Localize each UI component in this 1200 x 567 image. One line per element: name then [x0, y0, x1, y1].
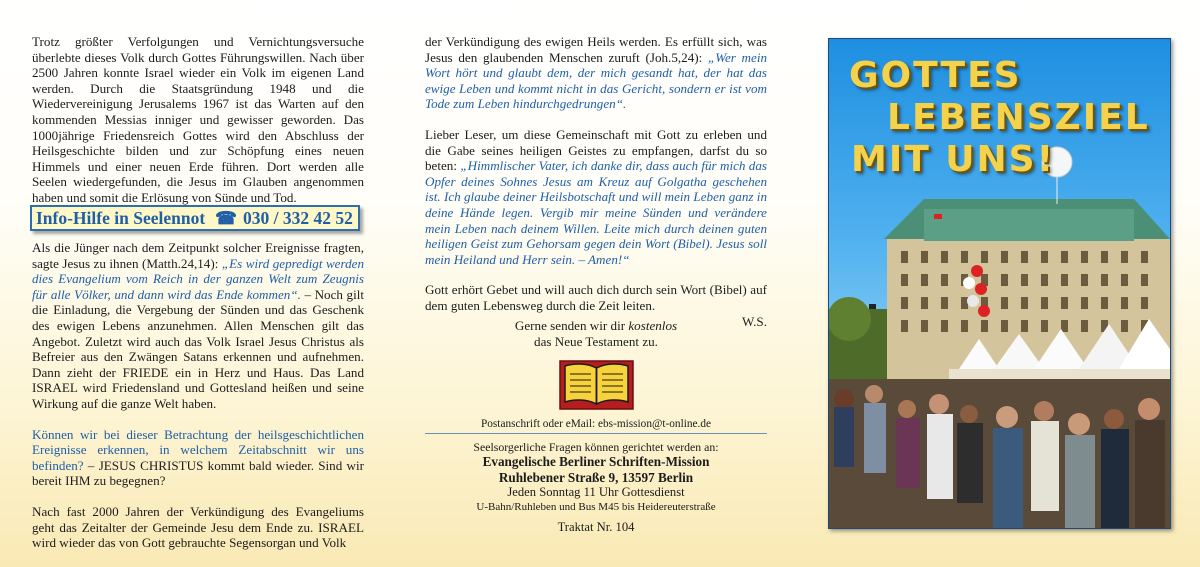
column-left-lower	[32, 240, 364, 551]
cover-title-line2: LEBENSZIEL	[887, 97, 1150, 138]
tract-number: Traktat Nr. 104	[557, 520, 635, 535]
contact-email: Postanschrift oder eMail: ebs-mission@t-online.de	[480, 418, 712, 430]
organization-name: Evangelische Berliner Schriften-Mission	[482, 454, 710, 470]
paragraph-prayer	[425, 127, 767, 267]
offer-free: kostenlos	[628, 318, 678, 333]
transport-info: U-Bahn/Ruhleben und Bus M45 bis Heidereuterstraße	[476, 500, 716, 513]
paragraph-john	[425, 34, 767, 112]
offer-block	[425, 318, 767, 349]
telephone-icon: ☎	[215, 207, 237, 228]
paragraph-answer: Gott erhört Gebet und will auch dich durch sein Wort (Bibel) auf dem guten Lebensweg durch die Zeit leiten.	[425, 282, 767, 313]
info-hotline-box	[30, 205, 360, 231]
text-john: der Verkündigung des ewigen Heils werden. Es erfüllt sich, was Jesus den glaubenden Menschen zuruft (Joh.5,24):	[425, 34, 767, 65]
text-prayer-intro: Lieber Leser, um diese Gemeinschaft mit Gott zu erleben und die Gabe seines heiligen Geistes zu empfangen, darfst du so beten:	[425, 126, 767, 174]
cover-title-line1: GOTTES	[849, 55, 1022, 96]
contact-block	[425, 418, 767, 431]
info-hotline-label: Info-Hilfe in Seelennot	[36, 207, 206, 228]
column-middle	[425, 34, 767, 329]
text-disciples: Als die Jünger nach dem Zeitpunkt solcher Ereignisse fragten, sagte Jesus zu ihnen (Matth.24,14):	[32, 240, 364, 271]
paragraph-israel: Trotz größter Verfolgungen und Vernichtungsversuche überlebte dieses Volk durch Gottes Führungswillen. Nach über 2500 Jahren konnte Israel wieder ein Volk im eigenen Land werden. Durch die Staatsgründung 1948 und die Wiedervereinigung Jerusalems 1967 ist das Warten auf den kommenden Messias inniger und gewisser geworden. Das 1000jährige Friedensreich Gottes wird den Abschluss der Heilsgeschichte bilden und zur Schöpfung eines neuen Himmels und einer neuen Erde führen. Dort werden alle Seelen wiedergefunden, die Jesus im Glauben angenommen haben und somit die Erlösung von Sünde und Tod.	[32, 34, 364, 205]
paragraph-question	[32, 427, 364, 489]
question-blue: Können wir bei dieser Betrachtung der heilsgeschichtlichen Ereignisse erkennen, in welchem Zeitabschnitt wir uns befinden?	[32, 426, 364, 473]
questions-line: Seelsorgerliche Fragen können gerichtet werden an:	[473, 440, 719, 454]
offer-line1	[425, 318, 767, 334]
offer-line2: das Neue Testament zu.	[534, 333, 658, 349]
signature: W.S.	[742, 313, 767, 329]
service-time: Jeden Sonntag 11 Uhr Gottesdienst	[507, 485, 685, 500]
text-invitation: – Noch gilt die Einladung, die Vergebung der Sünden und das Geschenk des ewigen Lebens anzunehmen. Allen Menschen gilt das Angebot. Zuletzt wird auch das Volk Israel Jesus Christus als Befreier aus den Zwängen Satans erkennen und aufnehmen. Dann zieht der FRIEDE ein in Herz und Haus. Das Land ISRAEL wird Friedensland und Gottesland heißen und seine Wirkung auf die ganze Welt haben.	[32, 286, 364, 411]
divider	[425, 433, 767, 434]
open-book-icon	[559, 360, 634, 410]
prayer-text: „Himmlischer Vater, ich danke dir, dass auch für mich das Opfer deines Sohnes Jesus am Kreuz auf Golgatha geschehen ist. Ich glaube deiner Heilsbotschaft und will mein Leben ganz in deine Hände legen. Vergib mir meine Sünden und verändere mein Leben nach deinem Willen. Leite mich durch deinen guten heiligen Geist zum Gehorsam gegen dein Wort (Bibel). Jesus soll mein Heiland und Herr sein. – Amen!“	[425, 158, 767, 267]
paragraph-disciples	[32, 240, 364, 412]
offer-text: Gerne senden wir dir	[514, 318, 629, 333]
column-left	[32, 34, 364, 206]
organization-address: Ruhlebener Straße 9, 13597 Berlin	[498, 469, 694, 485]
info-hotline-number: 030 / 332 42 52	[242, 207, 353, 228]
cover-title-line3: MIT UNS!	[851, 139, 1056, 180]
paragraph-gospel: Nach fast 2000 Jahren der Verkündigung des Evangeliums geht das Zeitalter der Gemeinde Jesu dem Ende zu. ISRAEL wird wieder das von Gott gebrauchte Segensorgan und Volk	[32, 503, 364, 551]
address-block	[425, 440, 767, 535]
quote-matthew: „Es wird gepredigt werden dies Evangelium vom Reich in der ganzen Welt zum Zeugnis für alle Völker, und dann wird das Ende kommen“.	[32, 255, 365, 302]
text-return: – JESUS CHRISTUS kommt bald wieder. Sind wir bereit IHM zu begegnen?	[32, 457, 364, 489]
cover-panel	[828, 38, 1171, 529]
quote-john: „Wer mein Wort hört und glaubt dem, der mich gesandt hat, der hat das ewige Leben und kommt nicht in das Gericht, sondern er ist vom Tode zum Leben hindurchgedrungen“.	[425, 49, 768, 112]
